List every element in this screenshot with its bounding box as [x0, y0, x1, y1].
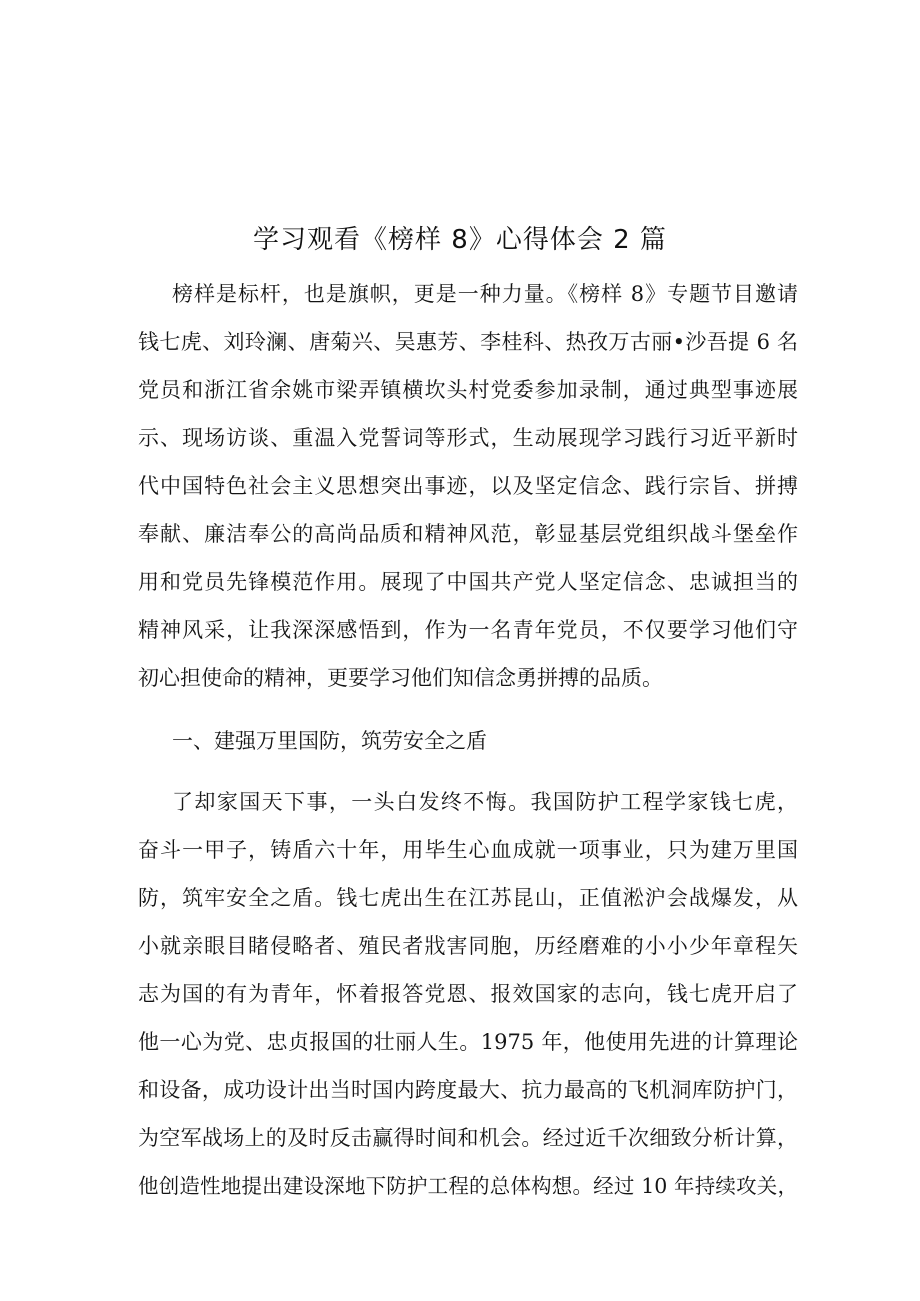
paragraph-line: 榜样是标杆，也是旗帜，更是一种力量。《榜样 8》专题节目邀请 [172, 282, 798, 306]
paragraph-line: 小就亲眼目睹侵略者、殖民者戕害同胞，历经磨难的小小少年章程矢 [138, 934, 798, 958]
paragraph-line: 和设备，成功设计出当时国内跨度最大、抗力最高的飞机洞库防护门， [138, 1078, 798, 1102]
paragraph-line: 初心担使命的精神，更要学习他们知信念勇拼搏的品质。 [138, 666, 663, 690]
paragraph-line: 示、现场访谈、重温入党誓词等形式，生动展现学习践行习近平新时 [138, 426, 798, 450]
section-heading: 一、建强万里国防，筑劳安全之盾 [172, 729, 487, 753]
paragraph-line: 他创造性地提出建设深地下防护工程的总体构想。经过 10 年持续攻关， [138, 1174, 798, 1198]
paragraph-line: 防，筑牢安全之盾。钱七虎出生在江苏昆山，正值淞沪会战爆发，从 [138, 886, 798, 910]
paragraph-line: 精神风采，让我深深感悟到，作为一名青年党员，不仅要学习他们守 [138, 618, 798, 642]
paragraph-line: 志为国的有为青年，怀着报答党恩、报效国家的志向，钱七虎开启了 [138, 982, 798, 1006]
paragraph-line: 了却家国天下事，一头白发终不悔。我国防护工程学家钱七虎， [172, 790, 798, 814]
paragraph-line: 奉献、廉洁奉公的高尚品质和精神风范，彰显基层党组织战斗堡垒作 [138, 522, 798, 546]
paragraph-line: 党员和浙江省余姚市梁弄镇横坎头村党委参加录制，通过典型事迹展 [138, 378, 798, 402]
paragraph-line: 他一心为党、忠贞报国的壮丽人生。1975 年，他使用先进的计算理论 [138, 1030, 798, 1054]
document-title: 学习观看《榜样 8》心得体会 2 篇 [253, 225, 667, 255]
paragraph-line: 钱七虎、刘玲澜、唐菊兴、吴惠芳、李桂科、热孜万古丽•沙吾提 6 名 [138, 330, 798, 354]
paragraph-line: 用和党员先锋模范作用。展现了中国共产党人坚定信念、忠诚担当的 [138, 570, 798, 594]
paragraph-line: 代中国特色社会主义思想突出事迹，以及坚定信念、践行宗旨、拼搏 [138, 474, 798, 498]
paragraph-line: 为空军战场上的及时反击赢得时间和机会。经过近千次细致分析计算， [138, 1126, 798, 1150]
paragraph-line: 奋斗一甲子，铸盾六十年，用毕生心血成就一项事业，只为建万里国 [138, 838, 798, 862]
